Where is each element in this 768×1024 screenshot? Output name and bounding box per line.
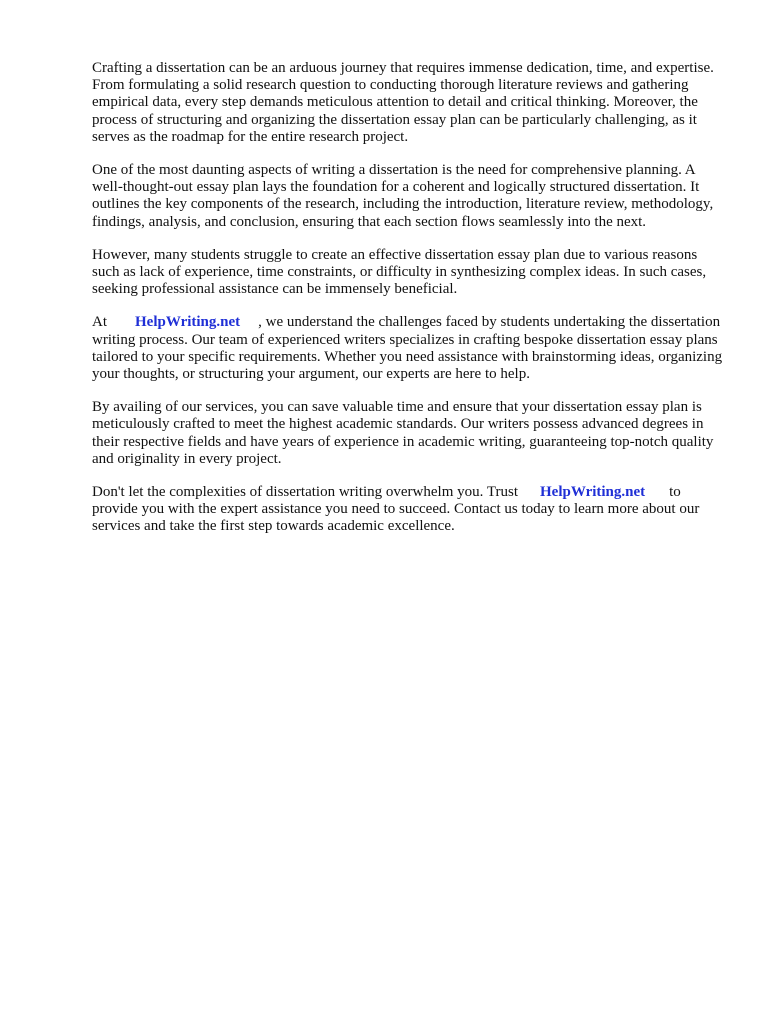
paragraph-planning: One of the most daunting aspects of writing a dissertation is the need for comprehensive planning. A well-thought-out essay plan lays the foundation for a coherent and logically structured dissertation. It outlines the key components of the research, including the introduction, literature review, methodology, findings, analysis, and conclusion, ensuring that each section flows seamlessly into the next.	[92, 162, 714, 230]
paragraph-text-before-link: At	[92, 314, 107, 331]
paragraph-benefits: By availing of our services, you can save valuable time and ensure that your dissertation essay plan is meticulously crafted to meet the highest academic standards. Our writers possess advanced degrees in their respective fields and have years of experience in academic writing, guaranteeing top-notch quality and originality in every project.	[92, 399, 714, 467]
helpwriting-link[interactable]: HelpWriting.net	[135, 314, 241, 331]
document-body	[92, 60, 724, 552]
paragraph-struggles: However, many students struggle to create an effective dissertation essay plan due to various reasons such as lack of experience, time constraints, or difficulty in synthesizing complex ideas. In such cases, seeking professional assistance can be immensely beneficial.	[92, 246, 707, 298]
paragraph-text-after-link: to provide you with the expert assistance you need to succeed. Contact us today to learn more about our services and take the first step towards academic excellence.	[92, 484, 700, 535]
paragraph-intro: Crafting a dissertation can be an arduous journey that requires immense dedication, time, and expertise. From formulating a solid research question to conducting thorough literature reviews and gathering empirical data, every step demands meticulous attention to detail and critical thinking. Moreover, the process of structuring and organizing the dissertation essay plan can be particularly challenging, as it serves as the roadmap for the entire research project.	[92, 60, 714, 145]
paragraph-text-after-link: , we understand the challenges faced by students undertaking the dissertation writing process. Our team of experienced writers specializes in crafting bespoke dissertation essay plans tailored to your specific requirements. Whether you need assistance with brainstorming ideas, organizing your thoughts, or structuring your argument, our experts are here to help.	[92, 314, 723, 383]
helpwriting-link[interactable]: HelpWriting.net	[540, 484, 646, 501]
paragraph-about-service	[92, 314, 724, 383]
paragraph-text-before-link: Don't let the complexities of dissertation writing overwhelm you. Trust	[92, 484, 518, 501]
paragraph-call-to-action	[92, 484, 724, 536]
